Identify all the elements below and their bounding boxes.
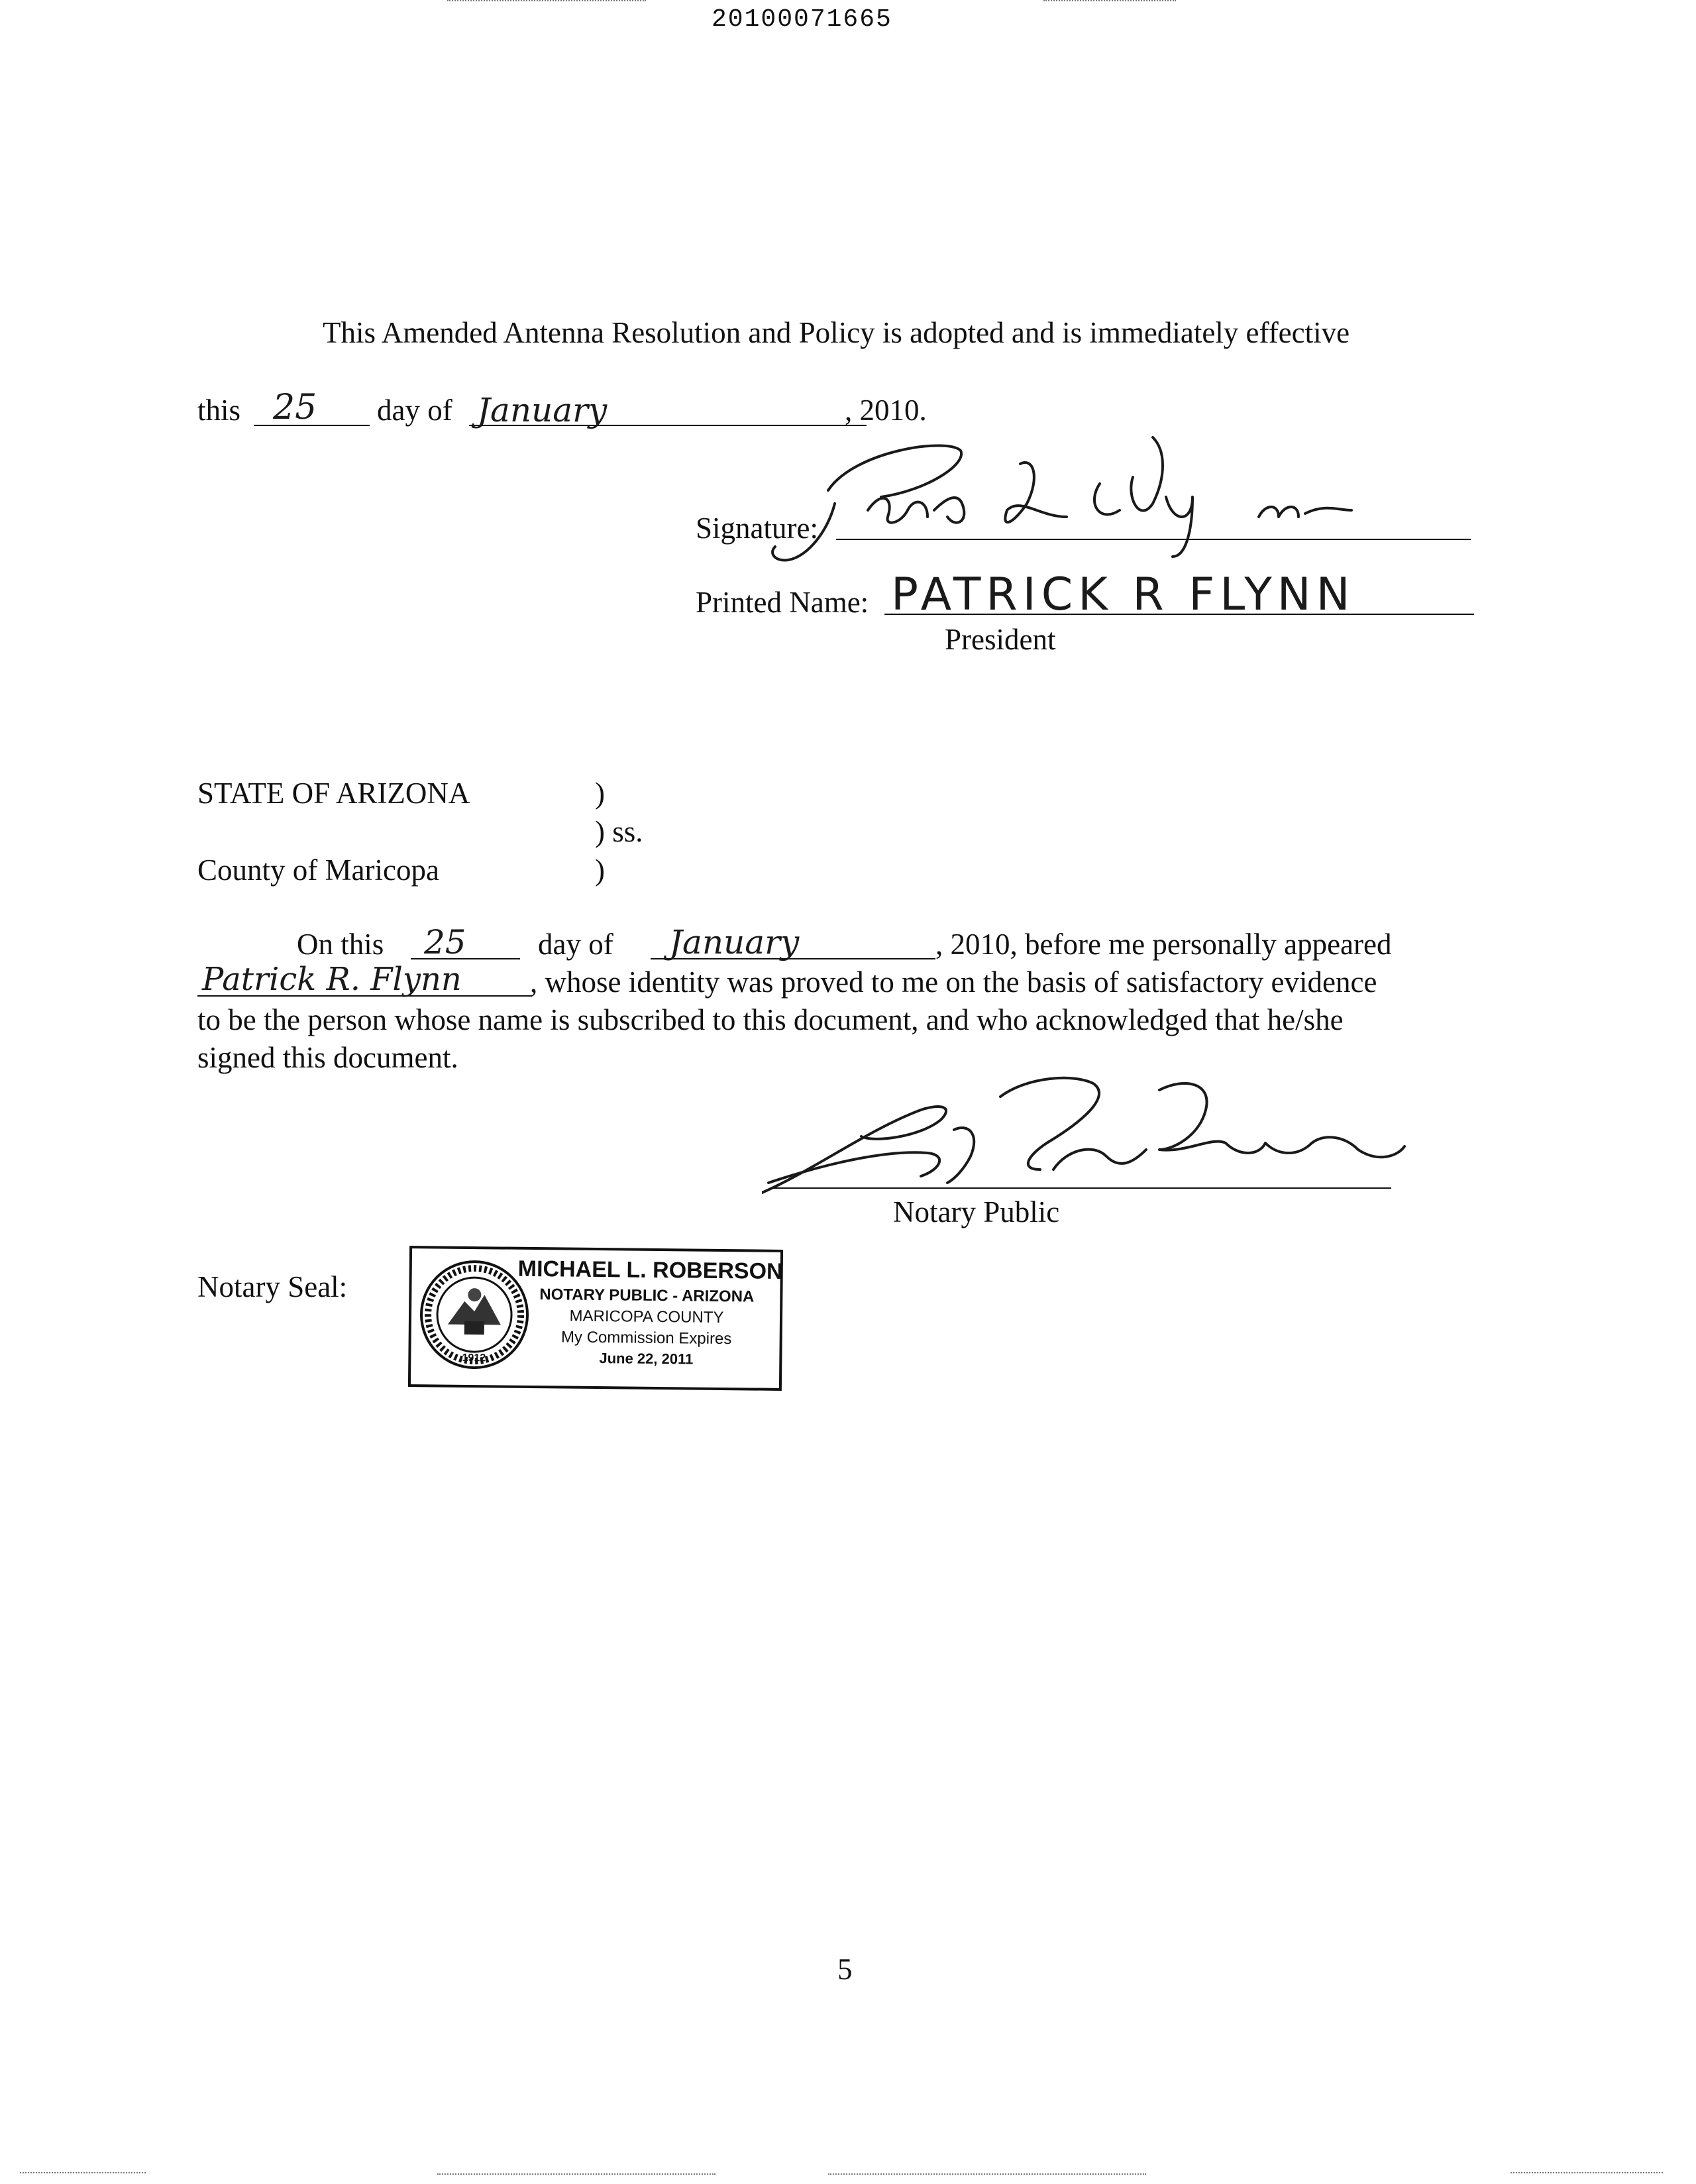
venue-paren-top: ): [595, 777, 605, 810]
notary-public-label: Notary Public: [893, 1195, 1060, 1228]
printed-name-handwritten: PATRICK R FLYNN: [891, 569, 1355, 621]
document-number: 20100071665: [712, 5, 892, 34]
scan-artifact-line: [20, 2172, 146, 2173]
ack-after-name: , whose identity was proved to me on the basis of satisfactory evidence: [530, 965, 1377, 999]
stamp-line1: NOTARY PUBLIC - ARIZONA: [539, 1285, 755, 1306]
day-handwritten: 25: [273, 388, 317, 427]
venue-ss: ) ss.: [595, 815, 643, 848]
notary-signature: [762, 1070, 1438, 1203]
notary-signature-line: [772, 1187, 1391, 1189]
signature-label: Signature:: [696, 512, 818, 545]
scan-artifact-line: [828, 2173, 1146, 2175]
adoption-sentence: This Amended Antenna Resolution and Policy is adopted and is immediately effective: [323, 316, 1350, 349]
ack-on-this: On this: [297, 928, 384, 961]
ack-day-handwritten: 25: [424, 923, 466, 961]
this-label: this: [197, 394, 241, 427]
ack-after-month: , 2010, before me personally appeared: [935, 928, 1392, 961]
scan-artifact-line: [1510, 2172, 1663, 2173]
day-of-label: day of: [377, 394, 452, 427]
notary-stamp: [408, 1246, 783, 1391]
arizona-seal-icon: [417, 1258, 531, 1372]
ack-day-of: day of: [538, 928, 613, 961]
venue-paren-bottom: ): [595, 853, 605, 887]
ack-line4: signed this document.: [197, 1041, 458, 1074]
page-number: 5: [837, 1953, 853, 1986]
notary-seal-label: Notary Seal:: [197, 1270, 348, 1303]
scan-artifact-line: [1043, 0, 1176, 1]
stamp-line2: MARICOPA COUNTY: [569, 1307, 724, 1327]
president-signature: [729, 424, 1391, 576]
printed-name-label: Printed Name:: [696, 586, 869, 619]
ack-month-handwritten: January: [669, 923, 800, 961]
ack-name-handwritten: Patrick R. Flynn: [202, 961, 462, 998]
ack-line3: to be the person whose name is subscribed to this document, and who acknowledged that he/she: [197, 1003, 1344, 1036]
venue-state: STATE OF ARIZONA: [197, 777, 470, 810]
stamp-line4: June 22, 2011: [599, 1350, 694, 1368]
year-suffix: , 2010.: [845, 394, 927, 427]
venue-county: County of Maricopa: [197, 853, 439, 887]
stamp-notary-name: MICHAEL L. ROBERSON: [517, 1256, 783, 1284]
scan-artifact-line: [447, 0, 646, 1]
month-handwritten: January: [477, 391, 608, 429]
signer-title: President: [945, 623, 1056, 656]
seal-year: 1912: [462, 1352, 486, 1364]
scan-artifact-line: [437, 2173, 716, 2175]
stamp-line3: My Commission Expires: [560, 1328, 732, 1348]
